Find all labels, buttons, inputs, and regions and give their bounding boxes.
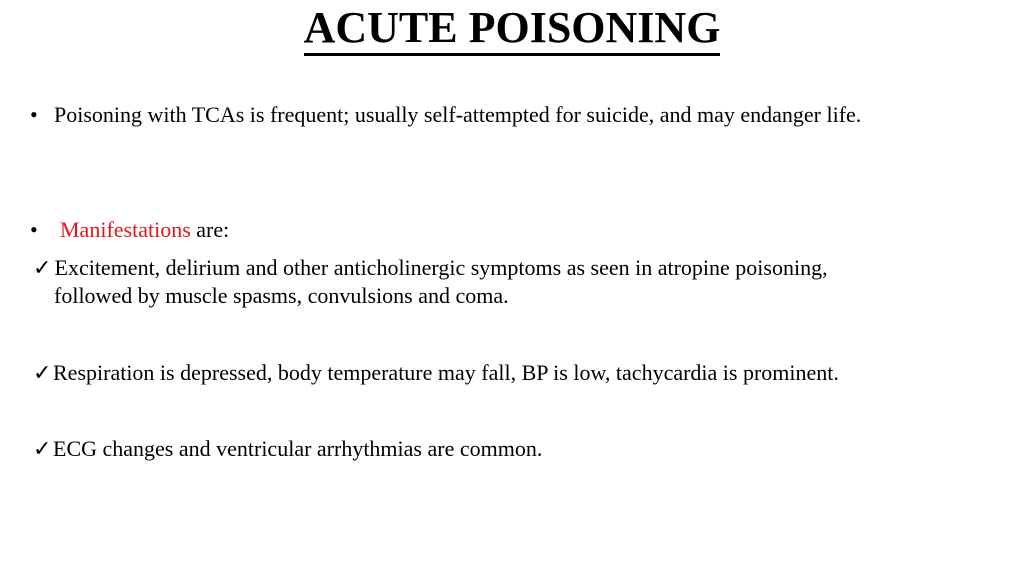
bullet-text: Poisoning with TCAs is frequent; usually self-attempted for suicide, and may endanger life. [54,102,862,127]
check-text: ECG changes and ventricular arrhythmias are common. [53,436,543,461]
bullet-tca-poisoning [30,101,861,129]
slide-title [0,2,1024,56]
check-text: Excitement, delirium and other anticholinergic symptoms as seen in atropine poisoning, [49,255,828,280]
bullet-dot-icon: • [30,217,38,242]
check-item-ecg [33,435,542,463]
checkmark-icon: ✓ [33,255,52,280]
checkmark-icon: ✓ [33,360,52,385]
slide-title-text: ACUTE POISONING [304,3,721,56]
check-item-excitement [33,254,828,282]
check-item-respiration [33,359,839,387]
bullet-manifestations [30,216,229,244]
check-text: Respiration is depressed, body temperature may fall, BP is low, tachycardia is prominent. [53,360,839,385]
check-item-excitement-continued [54,282,509,310]
check-text: followed by muscle spasms, convulsions and coma. [54,283,509,308]
bullet-dot-icon: • [30,102,38,127]
checkmark-icon: ✓ [33,436,52,461]
bullet-text: are: [190,217,230,242]
manifestations-highlight: Manifestations [60,217,191,242]
